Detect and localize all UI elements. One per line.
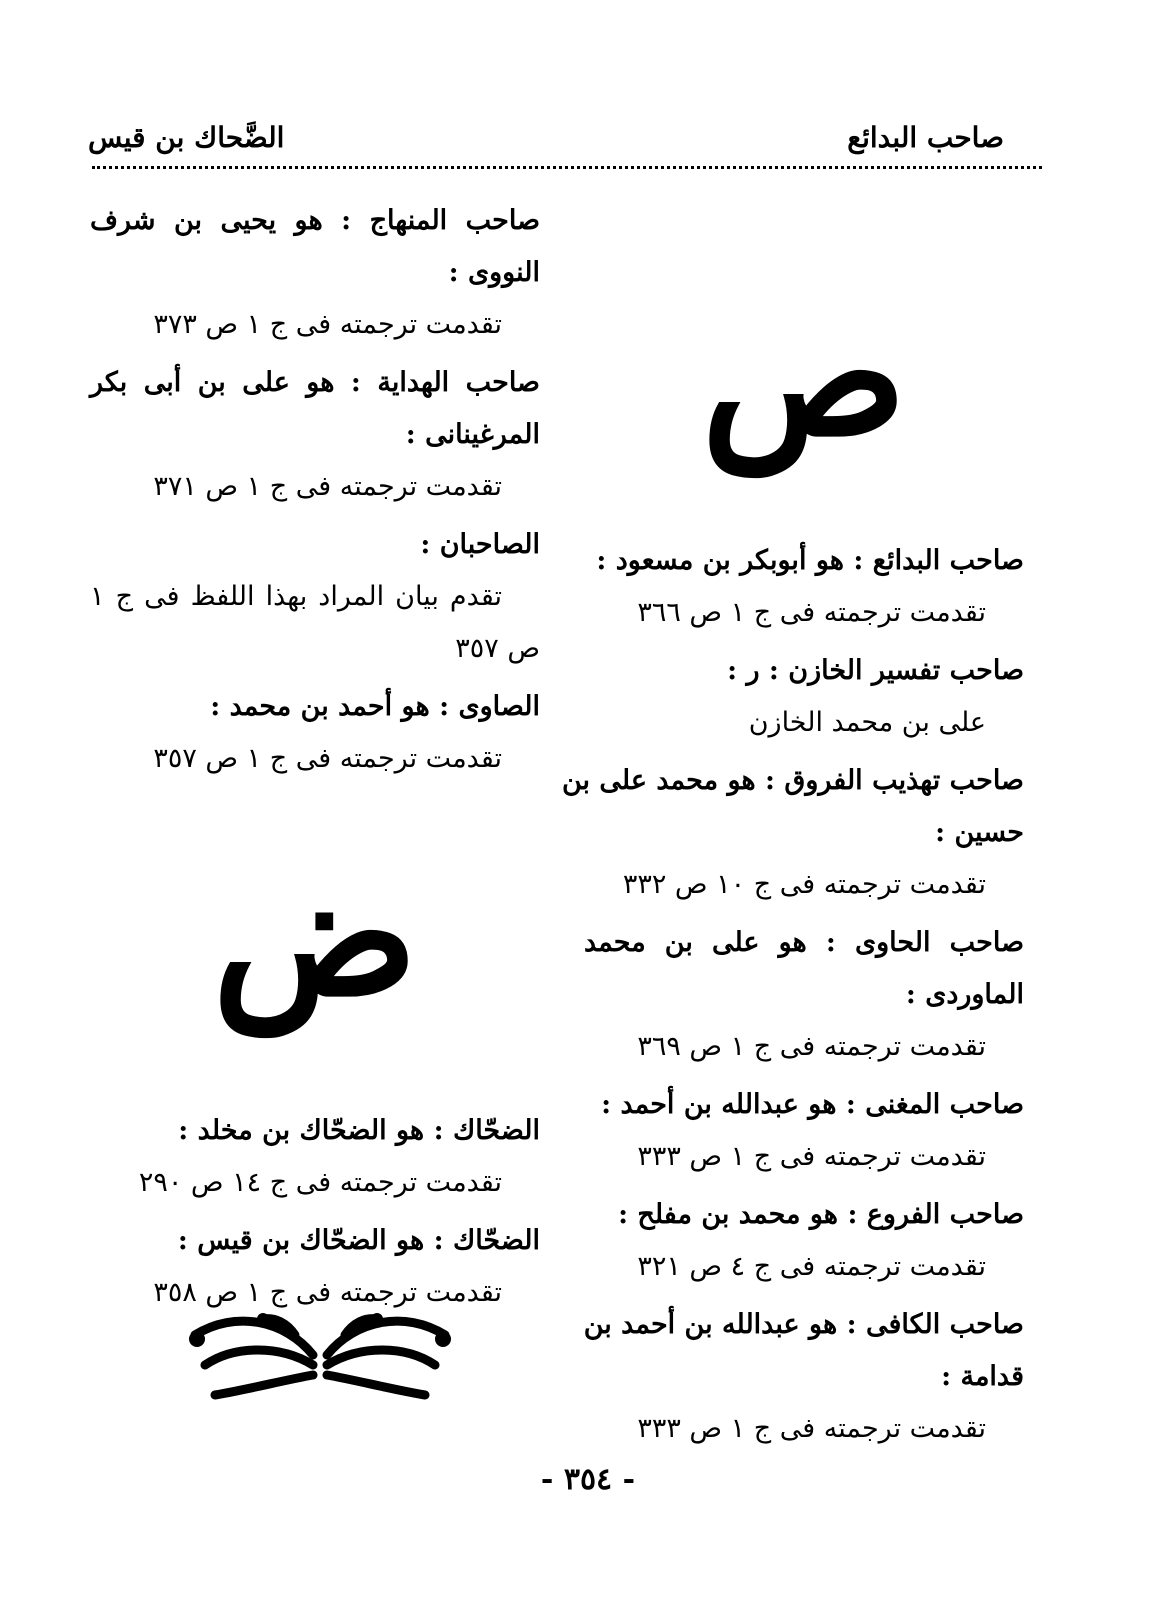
running-head-right: صاحب البدائع <box>847 121 1004 154</box>
entry <box>90 1105 540 1209</box>
right-column <box>561 195 1024 1461</box>
entry-reference: تقدمت ترجمته فى ج ١ ص ٣٥٨ <box>153 1277 502 1308</box>
entry-reference: تقدمت ترجمته فى ج ١ ص ٣٧١ <box>153 471 502 502</box>
entry <box>90 681 540 785</box>
left-column <box>90 195 540 1325</box>
entry-reference: تقدمت ترجمته فى ج ١ ص ٣٥٧ <box>153 743 502 774</box>
entry-reference: تقدمت ترجمته فى ج ١ ص ٣٣٣ <box>637 1141 986 1172</box>
entry-reference: تقدم بيان المراد بهذا اللفظ فى ج ١ <box>90 581 502 612</box>
section-letter-sad: ص <box>701 275 907 475</box>
entry <box>584 917 1024 1073</box>
entry-heading: صاحب تهذيب الفروق : هو محمد على بن <box>561 765 1024 796</box>
entry-heading: الضحّاك : هو الضحّاك بن مخلد : <box>178 1115 540 1146</box>
entry-heading: صاحب الكافى : هو عبدالله بن أحمد بن <box>583 1309 1024 1340</box>
entry-heading: صاحب الفروع : هو محمد بن مفلح : <box>618 1199 1024 1230</box>
entry-reference: على بن محمد الخازن <box>748 707 986 738</box>
entry-heading: صاحب الهداية : هو على بن أبى بكر <box>90 367 540 398</box>
header-divider <box>92 166 1042 169</box>
floral-ornament-icon <box>175 1295 465 1405</box>
entry-reference: تقدمت ترجمته فى ج ١ ص ٣٦٦ <box>637 597 986 628</box>
entry-heading: الصاحبان : <box>420 529 540 560</box>
entry-reference: تقدمت ترجمته فى ج ٤ ص ٣٢١ <box>637 1251 986 1282</box>
entry-heading: صاحب الحاوى : هو على بن محمد <box>584 927 1024 958</box>
entry <box>584 1079 1024 1183</box>
entry <box>584 1189 1024 1293</box>
entry-reference-continuation: ص ٣٥٧ <box>455 633 540 664</box>
entry-reference: تقدمت ترجمته فى ج ١ ص ٣٣٣ <box>637 1413 986 1444</box>
entry <box>561 755 1024 911</box>
entry <box>584 1299 1024 1455</box>
entry-reference: تقدمت ترجمته فى ج ١٤ ص ٢٩٠ <box>138 1167 502 1198</box>
entry <box>584 645 1024 749</box>
entry-heading-continuation: قدامة : <box>941 1361 1024 1392</box>
entry <box>90 357 540 513</box>
entry-reference: تقدمت ترجمته فى ج ١٠ ص ٣٣٢ <box>622 869 986 900</box>
page-number: - ٣٥٤ - <box>540 1462 636 1497</box>
entry-heading-continuation: النووى : <box>448 257 540 288</box>
entry <box>584 535 1024 639</box>
entry-reference: تقدمت ترجمته فى ج ١ ص ٣٦٩ <box>637 1031 986 1062</box>
entry-heading: الضحّاك : هو الضحّاك بن قيس : <box>177 1225 540 1256</box>
entry-heading-continuation: الماوردى : <box>905 979 1024 1010</box>
entry-reference: تقدمت ترجمته فى ج ١ ص ٣٧٣ <box>153 309 502 340</box>
entry-heading: صاحب تفسير الخازن : ر : <box>727 655 1024 686</box>
entry <box>90 195 540 351</box>
entry-heading: صاحب البدائع : هو أبوبكر بن مسعود : <box>596 545 1024 576</box>
entry-heading: صاحب المنهاج : هو يحيى بن شرف <box>90 205 540 236</box>
entry-heading: صاحب المغنى : هو عبدالله بن أحمد : <box>601 1089 1024 1120</box>
entry <box>90 519 540 675</box>
entry-heading: الصاوى : هو أحمد بن محمد : <box>210 691 540 722</box>
entry-heading-continuation: المرغينانى : <box>405 419 540 450</box>
section-letter-dad: ض <box>212 835 418 1035</box>
running-head-left: الضَّحاك بن قيس <box>88 121 285 154</box>
entry-heading-continuation: حسين : <box>935 817 1024 848</box>
